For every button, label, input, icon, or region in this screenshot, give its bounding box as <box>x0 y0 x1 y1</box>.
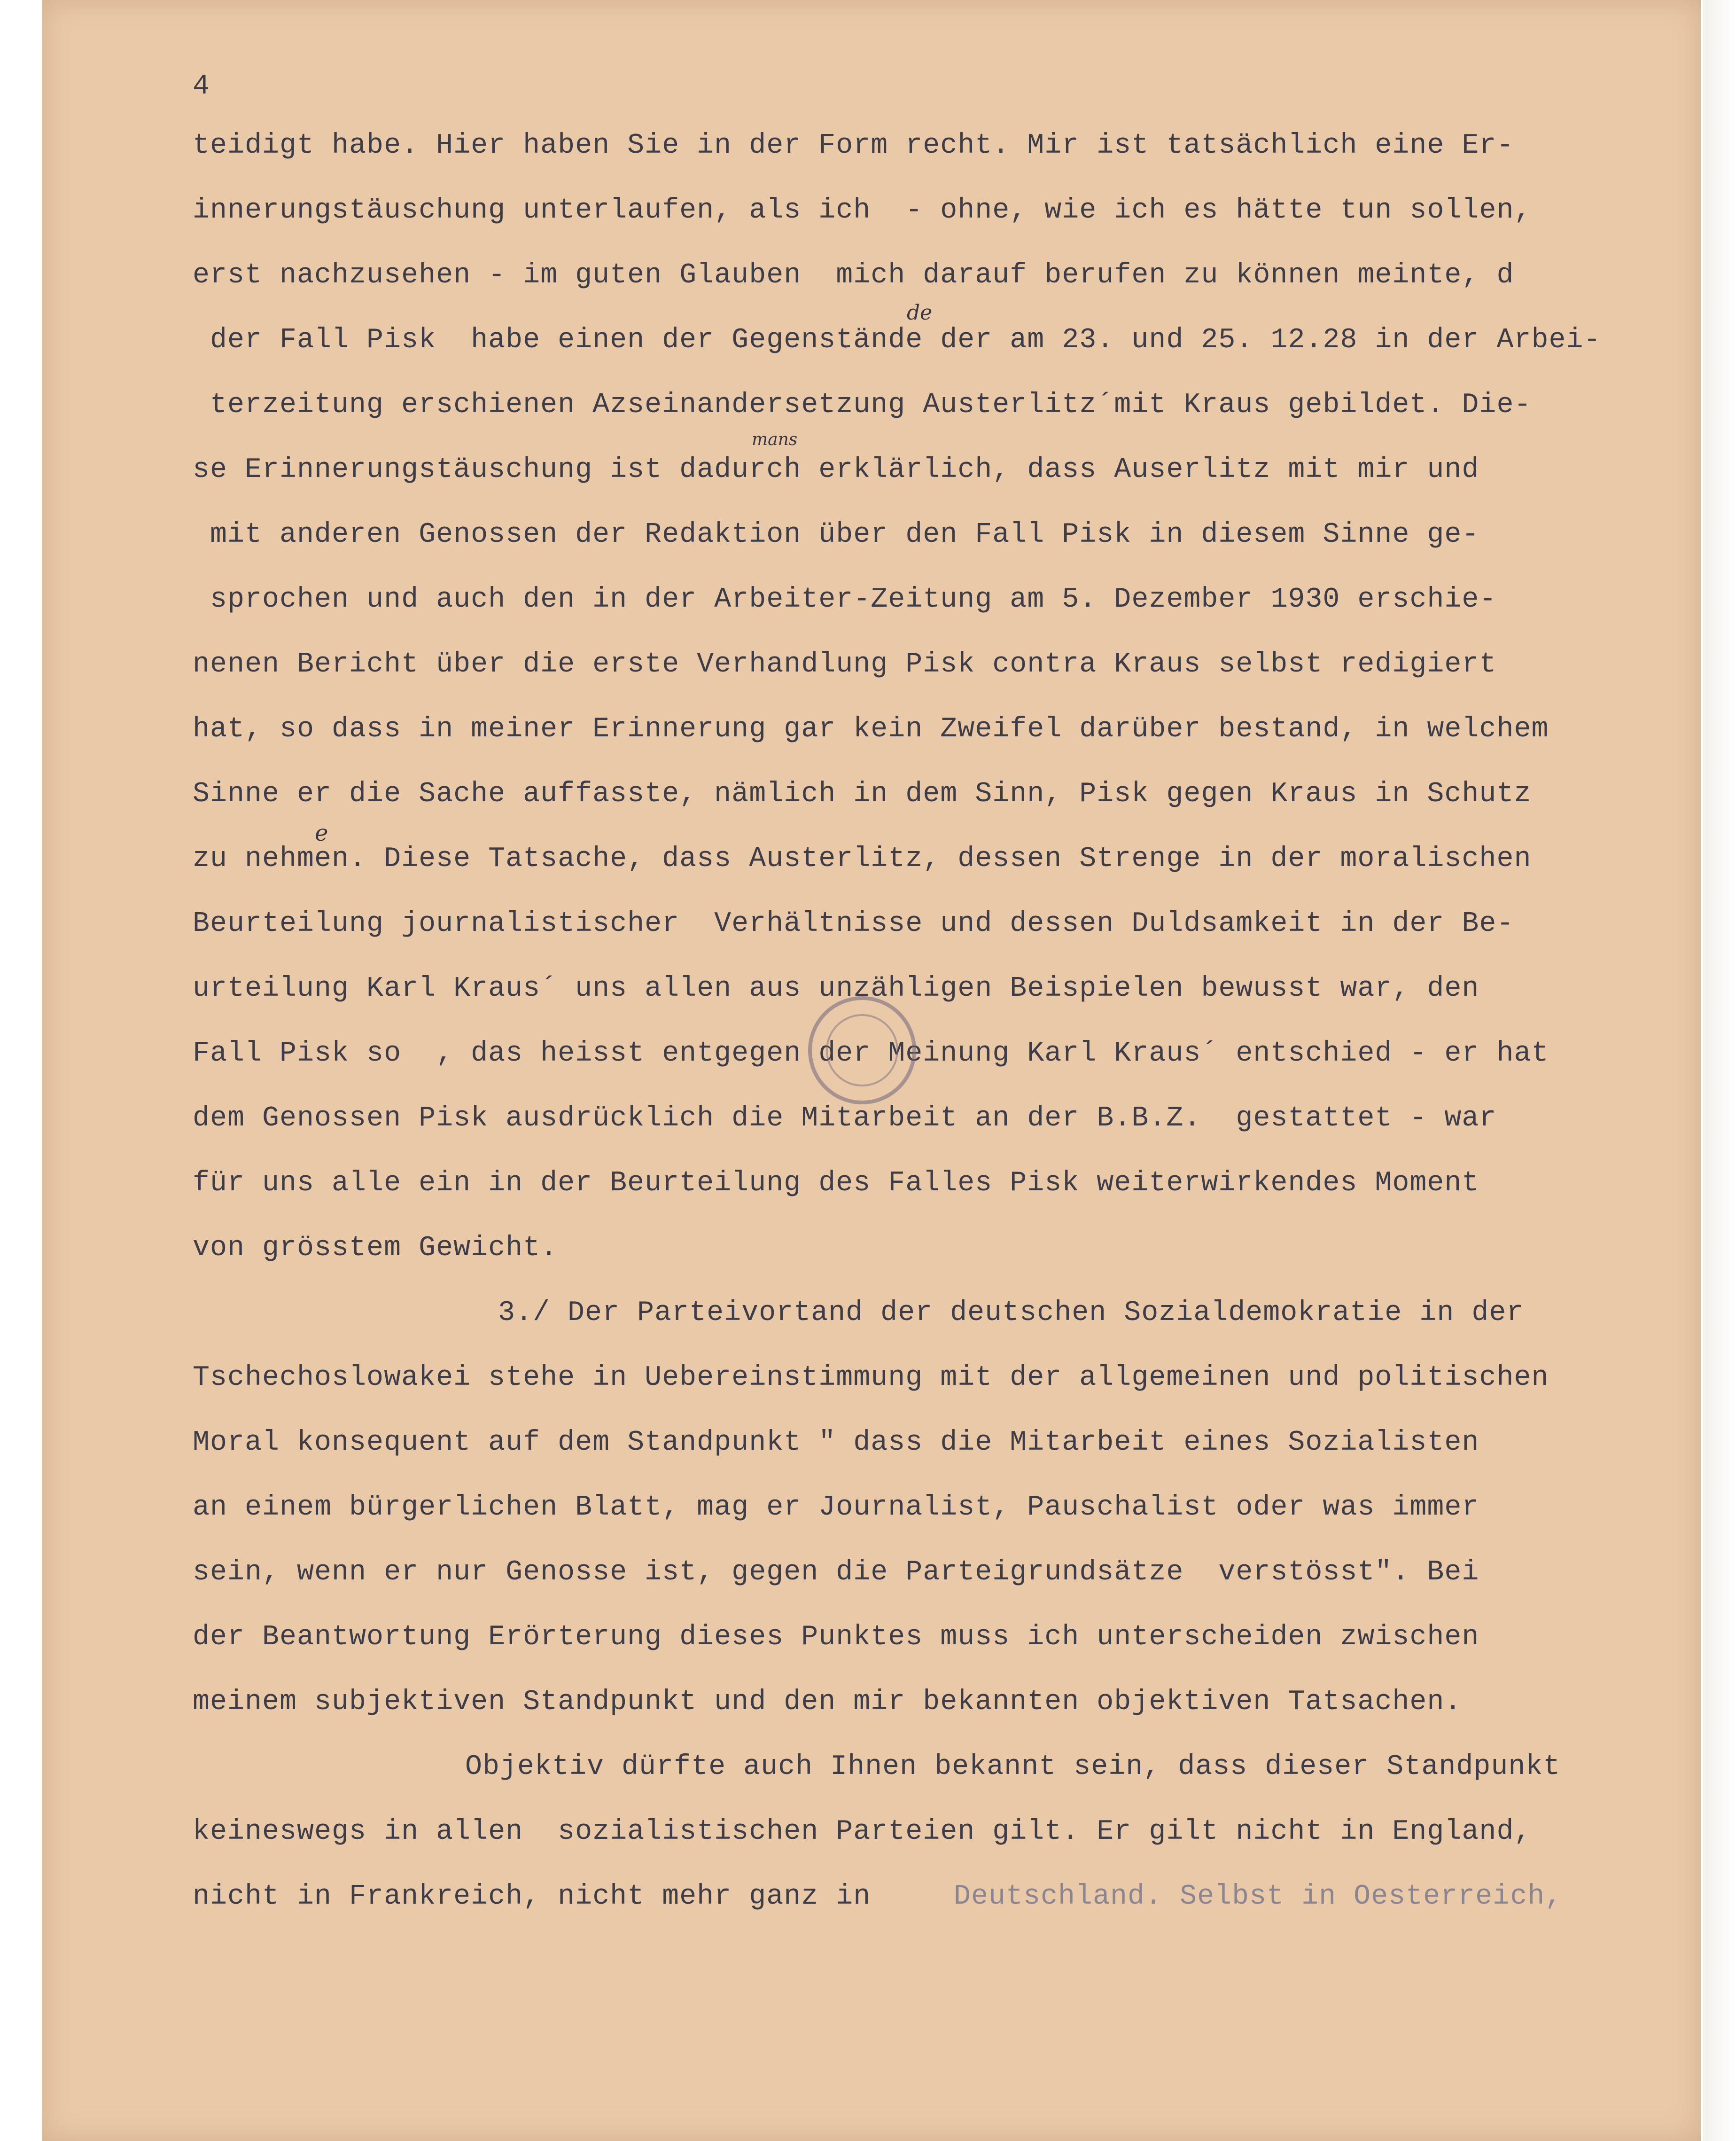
handwritten-insertion: de <box>907 301 933 325</box>
text-line: an einem bürgerlichen Blatt, mag er Journalist, Pauschalist oder was immer <box>193 1492 1479 1524</box>
text-line: 3./ Der Parteivortand der deutschen Sozialdemokratie in der <box>498 1297 1524 1329</box>
text-line: der Fall Pisk habe einen der Gegenstände der am 23. und 25. 12.28 in der Arbei- <box>193 324 1601 356</box>
text-line: hat, so dass in meiner Erinnerung gar kein Zweifel darüber bestand, in welchem <box>193 713 1549 745</box>
text-line: Beurteilung journalistischer Verhältnisse und dessen Duldsamkeit in der Be- <box>193 908 1514 940</box>
text-line: se Erinnerungstäuschung ist dadurch erklärlich, dass Auserlitz mit mir und <box>193 454 1479 486</box>
text-line: mit anderen Genossen der Redaktion über den Fall Pisk in diesem Sinne ge- <box>193 519 1479 551</box>
text-line: zu nehmen. Diese Tatsache, dass Austerlitz, dessen Strenge in der moralischen <box>193 843 1532 875</box>
text-line: sein, wenn er nur Genosse ist, gegen die Parteigrundsätze verstösst". Bei <box>193 1556 1479 1588</box>
text-line: Fall Pisk so , das heisst entgegen der Meinung Karl Kraus´ entschied - er hat <box>193 1038 1549 1070</box>
text-line: Sinne er die Sache auffasste, nämlich in dem Sinn, Pisk gegen Kraus in Schutz <box>193 778 1532 810</box>
text-line: Moral konsequent auf dem Standpunkt " dass die Mitarbeit eines Sozialisten <box>193 1427 1479 1459</box>
text-line: innerungstäuschung unterlaufen, als ich - ohne, wie ich es hätte tun sollen, <box>193 195 1532 227</box>
text-line: für uns alle ein in der Beurteilung des Falles Pisk weiterwirkendes Moment <box>193 1167 1479 1199</box>
text-line: teidigt habe. Hier haben Sie in der Form recht. Mir ist tatsächlich eine Er- <box>193 130 1514 162</box>
text-line: keineswegs in allen sozialistischen Parteien gilt. Er gilt nicht in England, <box>193 1816 1532 1848</box>
text-line: dem Genossen Pisk ausdrücklich die Mitarbeit an der B.B.Z. gestattet - war <box>193 1102 1497 1134</box>
text-line: meinem subjektiven Standpunkt und den mir bekannten objektiven Tatsachen. <box>193 1686 1462 1718</box>
text-line-faint: Deutschland. Selbst in Oesterreich, <box>954 1881 1563 1913</box>
text-line: nicht in Frankreich, nicht mehr ganz in <box>193 1881 888 1913</box>
handwritten-insertion: e <box>315 820 328 846</box>
text-line: terzeitung erschienen Azseinandersetzung Austerlitz´mit Kraus gebildet. Die- <box>193 389 1532 421</box>
text-line: Tschechoslowakei stehe in Uebereinstimmung mit der allgemeinen und politischen <box>193 1362 1549 1394</box>
text-line: erst nachzusehen - im guten Glauben mich darauf berufen zu können meinte, d <box>193 259 1514 291</box>
text-line: nenen Bericht über die erste Verhandlung Pisk contra Kraus selbst redigiert <box>193 649 1497 680</box>
text-line: von grösstem Gewicht. <box>193 1232 558 1264</box>
handwritten-insertion: mans <box>752 430 798 449</box>
page-number: 4 <box>193 70 210 102</box>
archive-stamp <box>808 996 916 1104</box>
text-line: der Beantwortung Erörterung dieses Punktes muss ich unterscheiden zwischen <box>193 1621 1479 1653</box>
text-line: sprochen und auch den in der Arbeiter-Zeitung am 5. Dezember 1930 erschie- <box>193 584 1497 616</box>
text-line: urteilung Karl Kraus´ uns allen aus unzähligen Beispielen bewusst war, den <box>193 973 1479 1005</box>
text-line: Objektiv dürfte auch Ihnen bekannt sein, dass dieser Standpunkt <box>465 1751 1561 1783</box>
